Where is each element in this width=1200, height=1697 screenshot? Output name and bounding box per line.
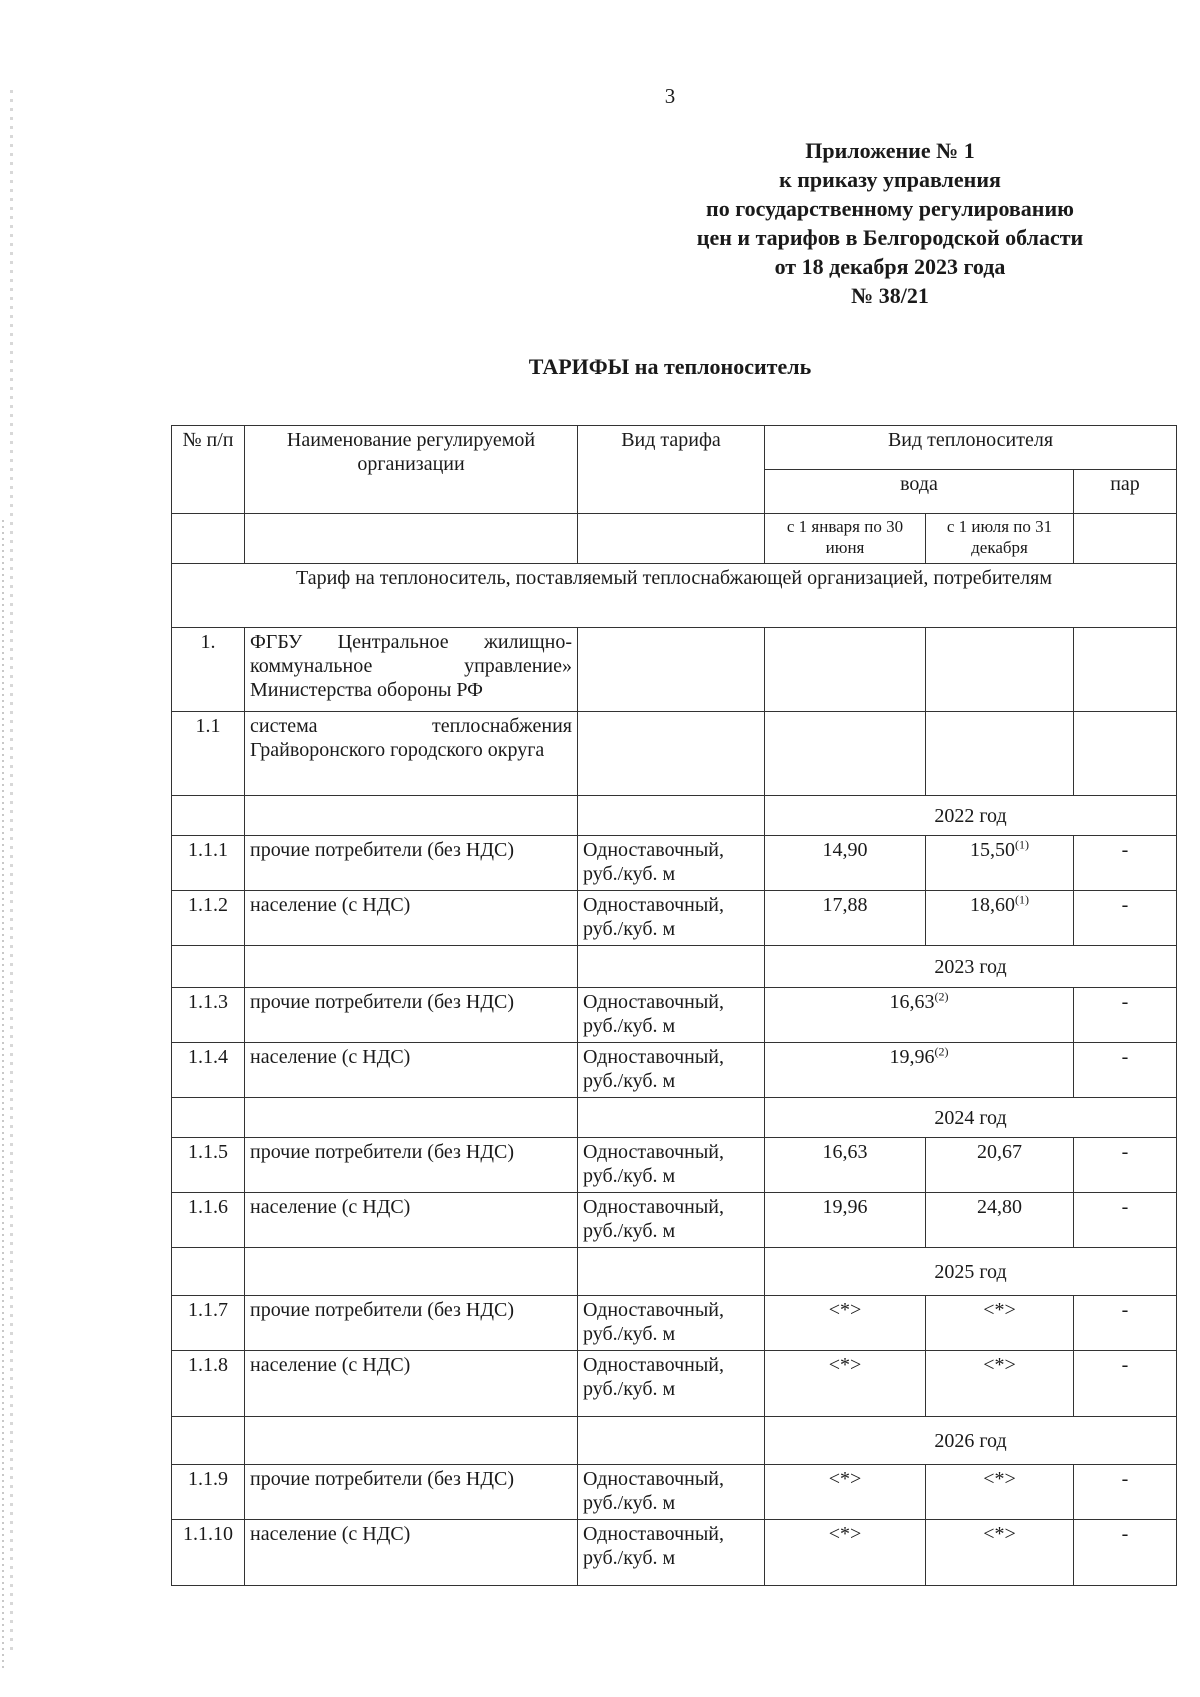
empty-cell [765, 712, 926, 796]
steam-value: - [1074, 891, 1177, 946]
tariff-value-period-1: 17,88 [765, 891, 926, 946]
consumer-name: население (с НДС) [245, 1520, 578, 1586]
tariff-row [172, 1296, 1177, 1351]
org-name: ФГБУ Центральное жилищно-коммунальное управление» Министерства обороны РФ [245, 628, 578, 712]
row-num: 1.1.6 [172, 1193, 245, 1248]
tariff-value-period-1: <*> [765, 1351, 926, 1417]
tariff-type: Одноставочный, руб./куб. м [578, 1465, 765, 1520]
empty-cell [245, 1248, 578, 1296]
year-label: 2025 год [765, 1248, 1177, 1296]
row-num: 1.1.3 [172, 988, 245, 1043]
title-rest: на теплоноситель [629, 354, 812, 379]
year-label: 2022 год [765, 796, 1177, 836]
value-text: <*> [983, 1523, 1016, 1545]
empty-cell [245, 1417, 578, 1465]
tariff-value-period-1: 19,96 [765, 1193, 926, 1248]
year-row [172, 1098, 1177, 1138]
consumer-name: население (с НДС) [245, 891, 578, 946]
org-row [172, 628, 1177, 712]
tariff-value-period-2 [926, 1351, 1074, 1417]
tariff-value-period-1: <*> [765, 1465, 926, 1520]
empty-cell [1074, 514, 1177, 564]
value-text: 19,96 [889, 1046, 935, 1068]
consumer-name: население (с НДС) [245, 1043, 578, 1098]
empty-cell [578, 796, 765, 836]
empty-cell [926, 628, 1074, 712]
year-row [172, 946, 1177, 988]
header-carrier: Вид теплоносителя [765, 426, 1177, 470]
appendix-line: по государственному регулированию [706, 196, 1074, 221]
value-text: 16,63 [889, 991, 935, 1013]
header-steam: пар [1074, 470, 1177, 514]
value-text: <*> [983, 1468, 1016, 1490]
appendix-line: № 38/21 [851, 283, 929, 308]
footnote-mark: (2) [934, 1044, 949, 1059]
year-row [172, 796, 1177, 836]
year-label: 2024 год [765, 1098, 1177, 1138]
appendix-line: к приказу управления [779, 167, 1001, 192]
empty-cell [578, 1248, 765, 1296]
steam-value: - [1074, 1520, 1177, 1586]
empty-cell [172, 946, 245, 988]
empty-cell [578, 712, 765, 796]
row-num: 1.1.5 [172, 1138, 245, 1193]
tariff-value-period-2 [926, 1465, 1074, 1520]
tariff-type: Одноставочный, руб./куб. м [578, 891, 765, 946]
header-tariff-type: Вид тарифа [578, 426, 765, 514]
empty-cell [245, 946, 578, 988]
empty-cell [172, 796, 245, 836]
appendix-line: Приложение № 1 [805, 138, 975, 163]
tariff-type: Одноставочный, руб./куб. м [578, 1520, 765, 1586]
value-text: 18,60 [970, 894, 1015, 916]
tariff-value-period-2 [926, 1296, 1074, 1351]
footnote-mark: (1) [1015, 892, 1029, 907]
header-water: вода [765, 470, 1074, 514]
steam-value: - [1074, 1351, 1177, 1417]
empty-cell [1074, 628, 1177, 712]
appendix-header [620, 136, 1160, 310]
tariff-type: Одноставочный, руб./куб. м [578, 988, 765, 1043]
tariff-type: Одноставочный, руб./куб. м [578, 836, 765, 891]
tariff-value-period-1: 16,63 [765, 1138, 926, 1193]
tariff-value-merged [765, 988, 1074, 1043]
tariff-type: Одноставочный, руб./куб. м [578, 1138, 765, 1193]
row-num: 1.1.8 [172, 1351, 245, 1417]
row-num: 1.1.10 [172, 1520, 245, 1586]
header-periods-row [172, 514, 1177, 564]
appendix-line: от 18 декабря 2023 года [774, 254, 1006, 279]
value-text: <*> [983, 1299, 1016, 1321]
tariff-value-merged [765, 1043, 1074, 1098]
value-text: 24,80 [977, 1196, 1022, 1218]
empty-cell [578, 514, 765, 564]
value-text: 15,50 [970, 839, 1015, 861]
tariff-row [172, 1520, 1177, 1586]
empty-cell [245, 796, 578, 836]
tariff-value-period-1: 14,90 [765, 836, 926, 891]
row-num: 1.1.7 [172, 1296, 245, 1351]
row-num: 1.1.2 [172, 891, 245, 946]
row-num: 1.1 [172, 712, 245, 796]
empty-cell [172, 1098, 245, 1138]
system-row [172, 712, 1177, 796]
tariff-value-period-1: <*> [765, 1520, 926, 1586]
row-num: 1.1.1 [172, 836, 245, 891]
header-row [172, 426, 1177, 470]
empty-cell [578, 1098, 765, 1138]
header-org: Наименование регулируемой организации [245, 426, 578, 514]
empty-cell [245, 1098, 578, 1138]
consumer-name: прочие потребители (без НДС) [245, 1465, 578, 1520]
header-period-2: с 1 июля по 31 декабря [926, 514, 1074, 564]
tariff-table-body [172, 426, 1177, 1586]
year-row [172, 1248, 1177, 1296]
footnote-mark: (1) [1015, 837, 1029, 852]
steam-value: - [1074, 1138, 1177, 1193]
tariff-row [172, 988, 1177, 1043]
tariff-row [172, 1138, 1177, 1193]
tariff-value-period-2 [926, 1193, 1074, 1248]
system-name: система теплоснабжения Грайворонского городского округа [245, 712, 578, 796]
empty-cell [172, 514, 245, 564]
tariff-row [172, 1043, 1177, 1098]
year-label: 2023 год [765, 946, 1177, 988]
row-num: 1.1.4 [172, 1043, 245, 1098]
tariff-type: Одноставочный, руб./куб. м [578, 1351, 765, 1417]
footnote-mark: (2) [934, 989, 949, 1004]
empty-cell [765, 628, 926, 712]
header-period-1: с 1 января по 30 июня [765, 514, 926, 564]
steam-value: - [1074, 1465, 1177, 1520]
page-number: 3 [664, 84, 676, 108]
row-num: 1. [172, 628, 245, 712]
steam-value: - [1074, 1193, 1177, 1248]
tariff-row [172, 836, 1177, 891]
consumer-name: население (с НДС) [245, 1193, 578, 1248]
tariff-row [172, 1465, 1177, 1520]
tariff-value-period-2 [926, 1138, 1074, 1193]
tariff-type: Одноставочный, руб./куб. м [578, 1296, 765, 1351]
scan-edge-artifact [2, 520, 4, 1670]
consumer-name: население (с НДС) [245, 1351, 578, 1417]
steam-value: - [1074, 988, 1177, 1043]
tariff-row [172, 1193, 1177, 1248]
empty-cell [578, 946, 765, 988]
value-text: <*> [983, 1354, 1016, 1376]
tariff-value-period-1: <*> [765, 1296, 926, 1351]
section-row [172, 564, 1177, 628]
tariff-row [172, 891, 1177, 946]
scan-edge-artifact [10, 90, 13, 1650]
steam-value: - [1074, 1296, 1177, 1351]
section-title: Тариф на теплоноситель, поставляемый теплоснабжающей организацией, потребителям [172, 564, 1177, 628]
tariff-value-period-2 [926, 836, 1074, 891]
empty-cell [926, 712, 1074, 796]
year-label: 2026 год [765, 1417, 1177, 1465]
consumer-name: прочие потребители (без НДС) [245, 836, 578, 891]
consumer-name: прочие потребители (без НДС) [245, 1296, 578, 1351]
empty-cell [172, 1248, 245, 1296]
tariff-value-period-2 [926, 1520, 1074, 1586]
consumer-name: прочие потребители (без НДС) [245, 988, 578, 1043]
value-text: 20,67 [977, 1141, 1022, 1163]
empty-cell [172, 1417, 245, 1465]
tariff-row [172, 1351, 1177, 1417]
empty-cell [245, 514, 578, 564]
document-title [0, 354, 1200, 380]
empty-cell [578, 628, 765, 712]
tariff-type: Одноставочный, руб./куб. м [578, 1043, 765, 1098]
empty-cell [578, 1417, 765, 1465]
empty-cell [1074, 712, 1177, 796]
appendix-line: цен и тарифов в Белгородской области [696, 225, 1084, 250]
consumer-name: прочие потребители (без НДС) [245, 1138, 578, 1193]
tariff-table [171, 425, 1177, 1586]
row-num: 1.1.9 [172, 1465, 245, 1520]
tariff-value-period-2 [926, 891, 1074, 946]
year-row [172, 1417, 1177, 1465]
title-bold: ТАРИФЫ [528, 354, 630, 379]
steam-value: - [1074, 1043, 1177, 1098]
tariff-type: Одноставочный, руб./куб. м [578, 1193, 765, 1248]
header-num: № п/п [172, 426, 245, 514]
steam-value: - [1074, 836, 1177, 891]
